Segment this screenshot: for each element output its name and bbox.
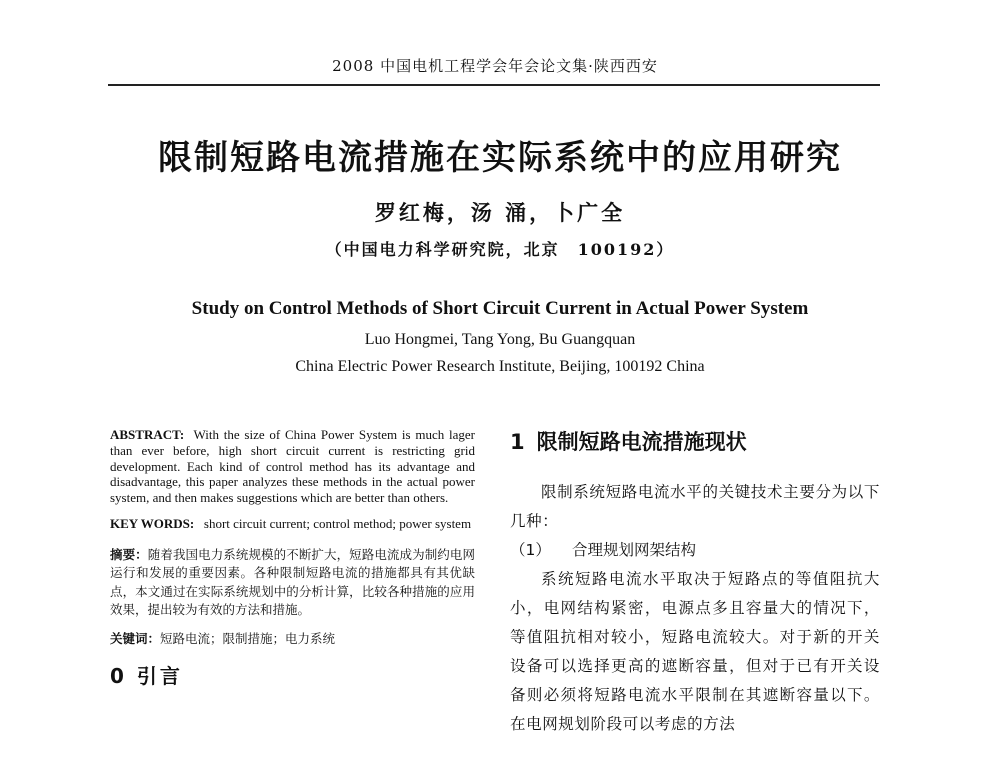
abstract-cn [110, 546, 475, 620]
keywords-en-label: KEY WORDS: [110, 515, 195, 531]
right-column [510, 426, 880, 739]
section-1-item-1-number: （1） [510, 541, 551, 559]
abstract-en-text: With the size of China Power System is much lager than ever before, high short circuit current is restricting grid development. Each kind of control method has its advantage and disadvantage, this paper analyzes these methods in the actual power system, and then makes suggestions which are better than others. [110, 427, 475, 506]
section-1-heading [510, 426, 880, 456]
section-1-number: 1 [510, 430, 525, 454]
keywords-en-text: short circuit current; control method; power system [203, 515, 472, 531]
keywords-cn-text: 短路电流；限制措施；电力系统 [160, 630, 336, 646]
section-1-item-1 [510, 536, 880, 565]
section-1-paragraph-1: 限制系统短路电流水平的关键技术主要分为以下几种： [510, 483, 880, 530]
section-1-title: 限制短路电流措施现状 [536, 430, 747, 454]
left-column [110, 427, 475, 689]
affiliation-en: China Electric Power Research Institute, Beijing, 100192 China [295, 358, 705, 375]
keywords-cn-label: 关键词： [110, 630, 161, 646]
paper-title-cn: 限制短路电流措施在实际系统中的应用研究 [158, 138, 842, 178]
keywords-en [110, 516, 475, 532]
keywords-cn [110, 630, 475, 649]
running-header: 2008 中国电机工程学会年会论文集·陕西西安 [332, 57, 658, 75]
paper-title-en: Study on Control Methods of Short Circuit Current in Actual Power System [191, 298, 809, 319]
authors-en: Luo Hongmei, Tang Yong, Bu Guangquan [364, 331, 636, 348]
intro-heading: 0 引言 [110, 664, 183, 689]
section-1-paragraph-2: 系统短路电流水平取决于短路点的等值阻抗大小，电网结构紧密，电源点多且容量大的情况下，等值阻抗相对较小，短路电流较大。对于新的开关设备可以选择更高的遮断容量，但对于已有开关设备则必须将短路电流水平限制在其遮断容量以下。在电网规划阶段可以考虑的方法 [510, 570, 880, 733]
affiliation-cn: （中国电力科学研究院，北京 100192） [325, 240, 675, 259]
authors-cn: 罗红梅，汤 涌，卜广全 [374, 200, 626, 225]
header-rule [108, 84, 880, 86]
abstract-cn-label: 摘要： [110, 546, 148, 562]
abstract-cn-text: 随着我国电力系统规模的不断扩大，短路电流成为制约电网运行和发展的重要因素。各种限制短路电流的措施都具有其优缺点，本文通过在实际系统规划中的分析计算，比较各种措施的应用效果，提出较为有效的方法和措施。 [110, 546, 475, 618]
abstract-en [110, 427, 475, 506]
section-1-item-1-text: 合理规划网架结构 [572, 541, 697, 559]
abstract-en-label: ABSTRACT: [110, 427, 185, 442]
